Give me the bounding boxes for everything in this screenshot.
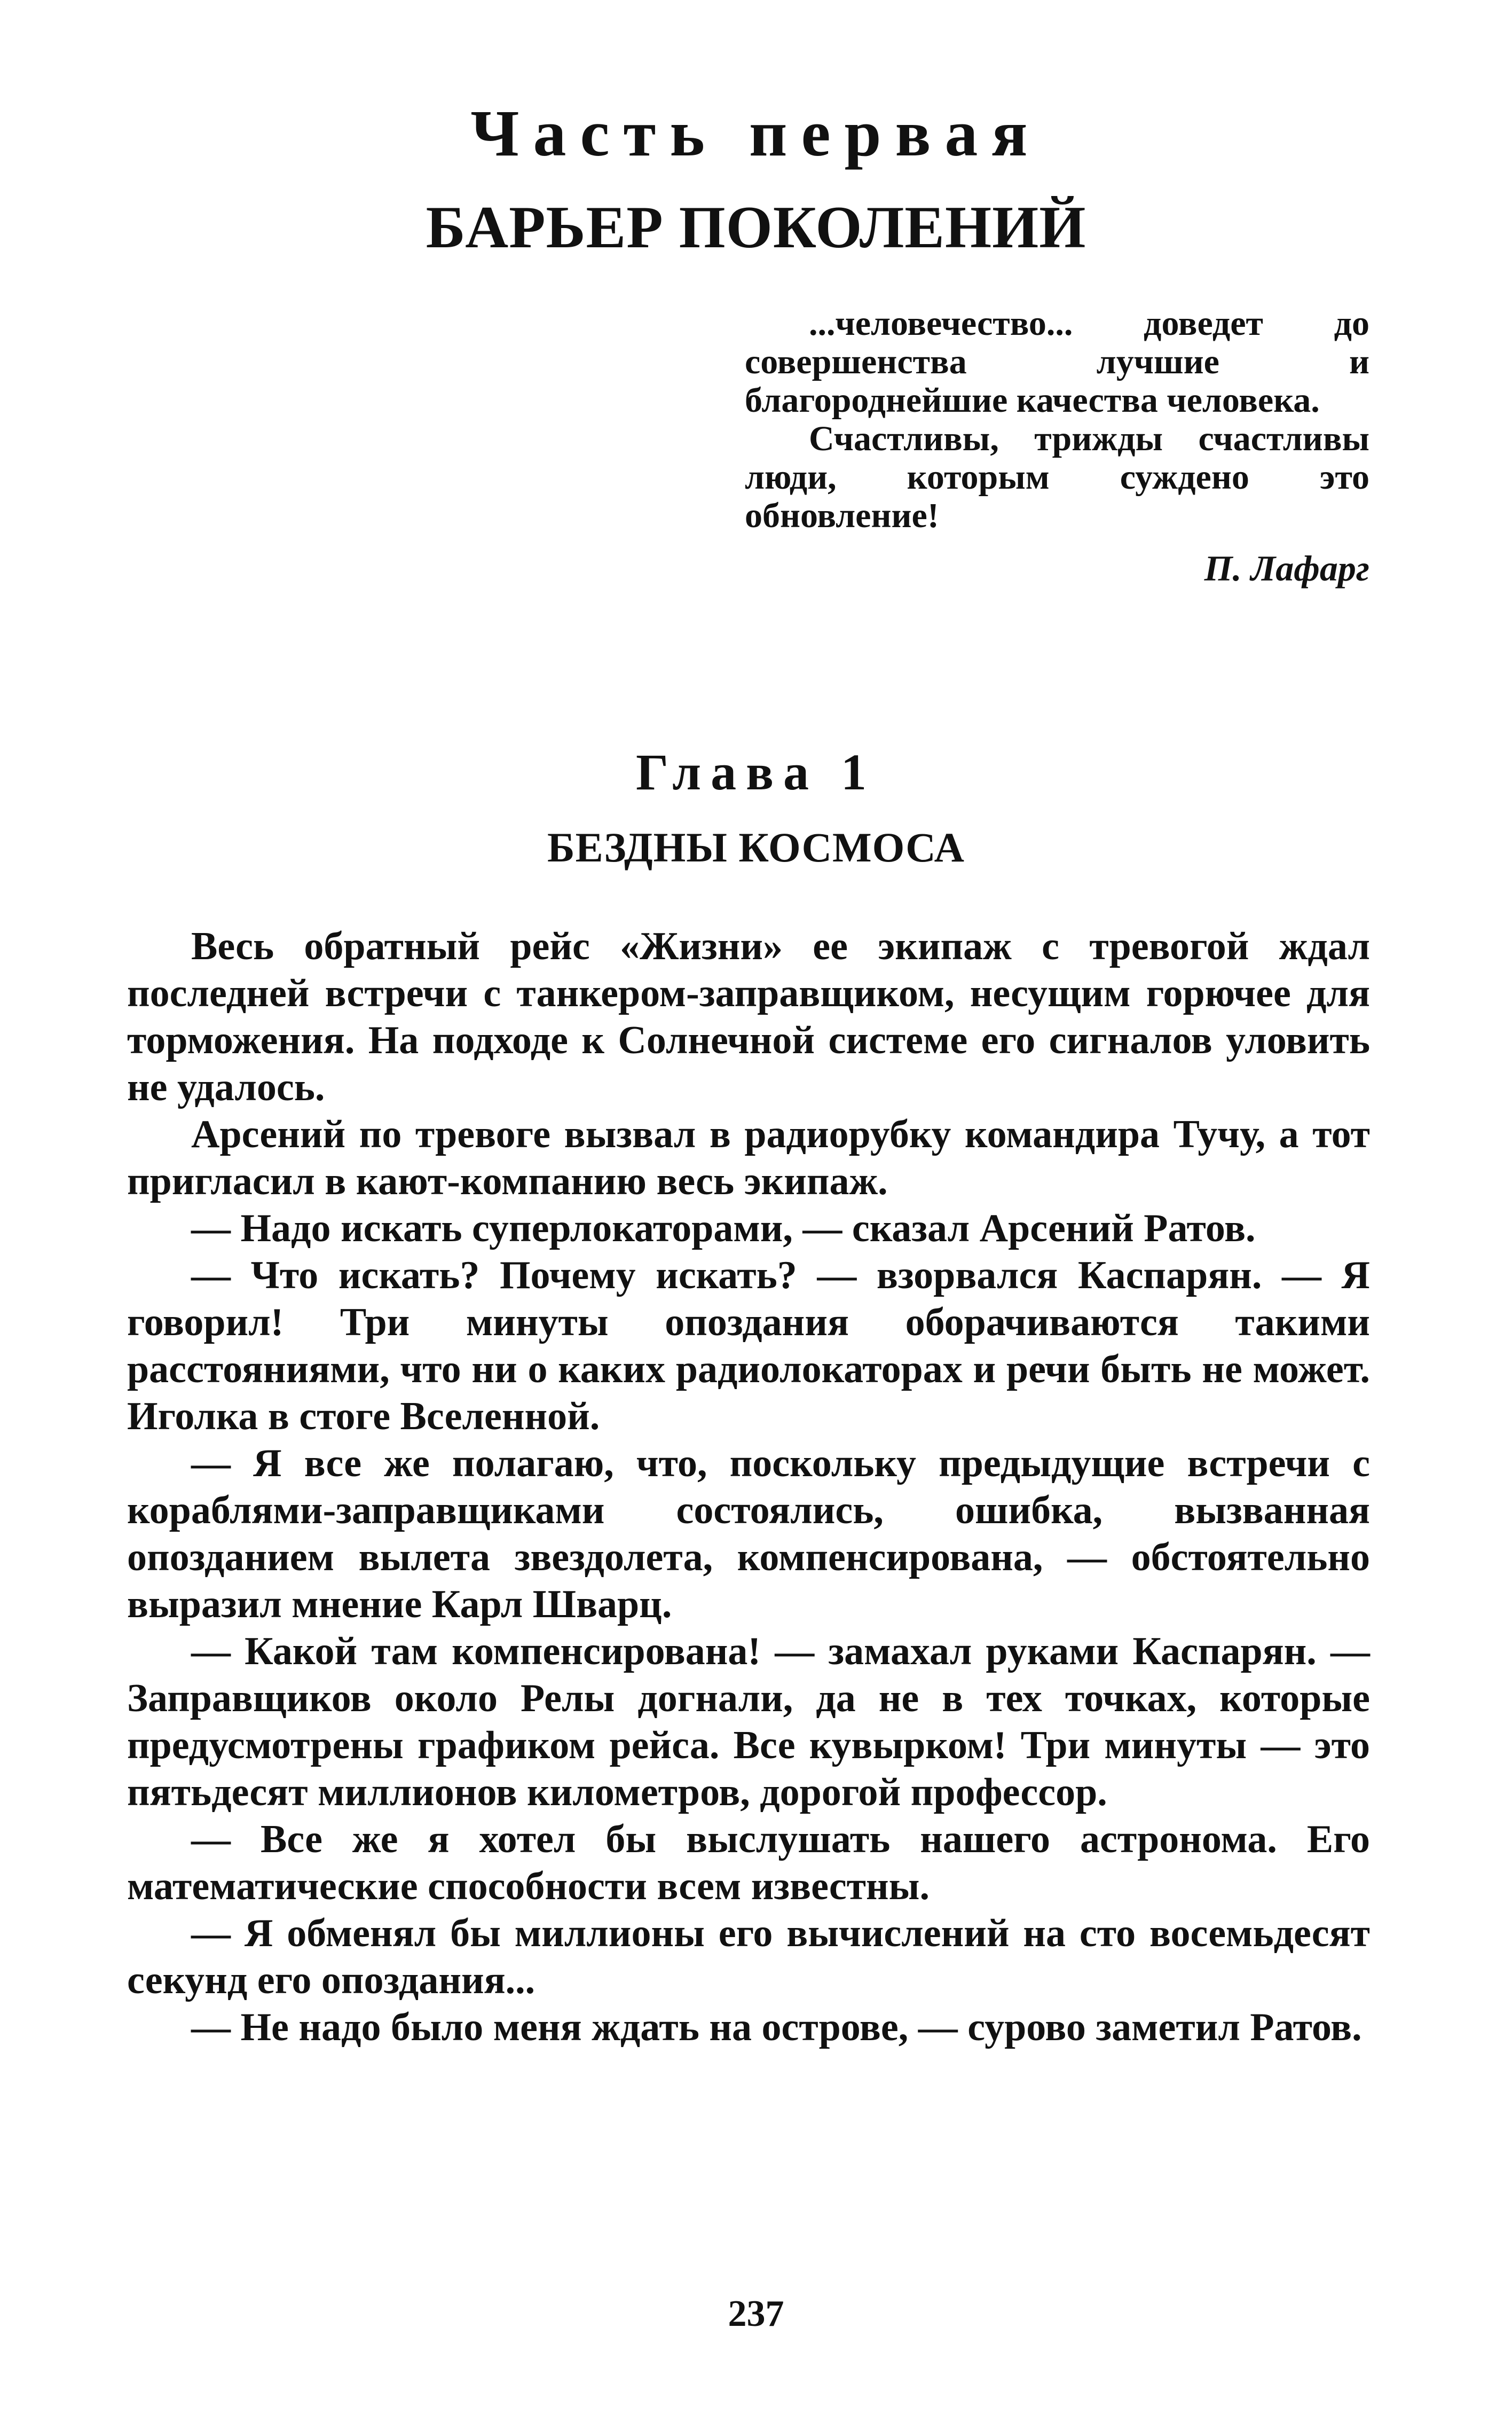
epigraph-paragraph: Счастливы, трижды счастливы люди, которым суждено это обновление! xyxy=(745,419,1369,535)
body-paragraph: Весь обратный рейс «Жизни» ее экипаж с тревогой ждал последней встречи с танкером-заправщиком, несущим горючее для торможения. На подходе к Солнечной системе его сигналов уловить не удалось. xyxy=(127,924,1370,1109)
part-title: Часть первая xyxy=(470,97,1042,170)
epigraph xyxy=(745,304,1369,535)
chapter-title: Глава 1 xyxy=(636,743,876,801)
body-paragraph: — Я все же полагаю, что, поскольку предыдущие встречи с кораблями-заправщиками состоялись, ошибка, вызванная опозданием вылета звездолета, компенсирована, — обстоятельно выразил мнение Карл Шварц. xyxy=(127,1441,1370,1626)
chapter-body xyxy=(127,923,1370,2051)
body-paragraph: — Надо искать суперлокаторами, — сказал Арсений Ратов. xyxy=(191,1206,1256,1250)
body-paragraph: — Что искать? Почему искать? — взорвался Каспарян. — Я говорил! Три минуты опоздания оборачиваются такими расстояниями, что ни о каких радиолокаторах и речи быть не может. Иголка в стоге Вселенной. xyxy=(127,1253,1370,1438)
epigraph-author: П. Лафарг xyxy=(1204,548,1369,589)
body-paragraph: — Все же я хотел бы выслушать нашего астронома. Его математические способности всем известны. xyxy=(127,1817,1370,1908)
epigraph-paragraph: ...человечество... доведет до совершенства лучшие и благороднейшие качества человека. xyxy=(745,304,1369,420)
body-paragraph: — Я обменял бы миллионы его вычислений на сто восемьдесят секунд его опоздания... xyxy=(127,1911,1370,2002)
body-paragraph: Арсений по тревоге вызвал в радиорубку командира Тучу, а тот пригласил в кают-компанию весь экипаж. xyxy=(127,1112,1370,1203)
chapter-subtitle: БЕЗДНЫ КОСМОСА xyxy=(547,824,965,871)
page-number: 237 xyxy=(728,2293,784,2334)
body-paragraph: — Какой там компенсирована! — замахал руками Каспарян. — Заправщиков около Релы догнали, да не в тех точках, которые предусмотрены графиком рейса. Все кувырком! Три минуты — это пятьдесят миллионов километров, дорогой профессор. xyxy=(127,1629,1370,1814)
body-paragraph: — Не надо было меня ждать на острове, — сурово заметил Ратов. xyxy=(191,2005,1362,2049)
part-subtitle: БАРЬЕР ПОКОЛЕНИЙ xyxy=(426,194,1086,261)
